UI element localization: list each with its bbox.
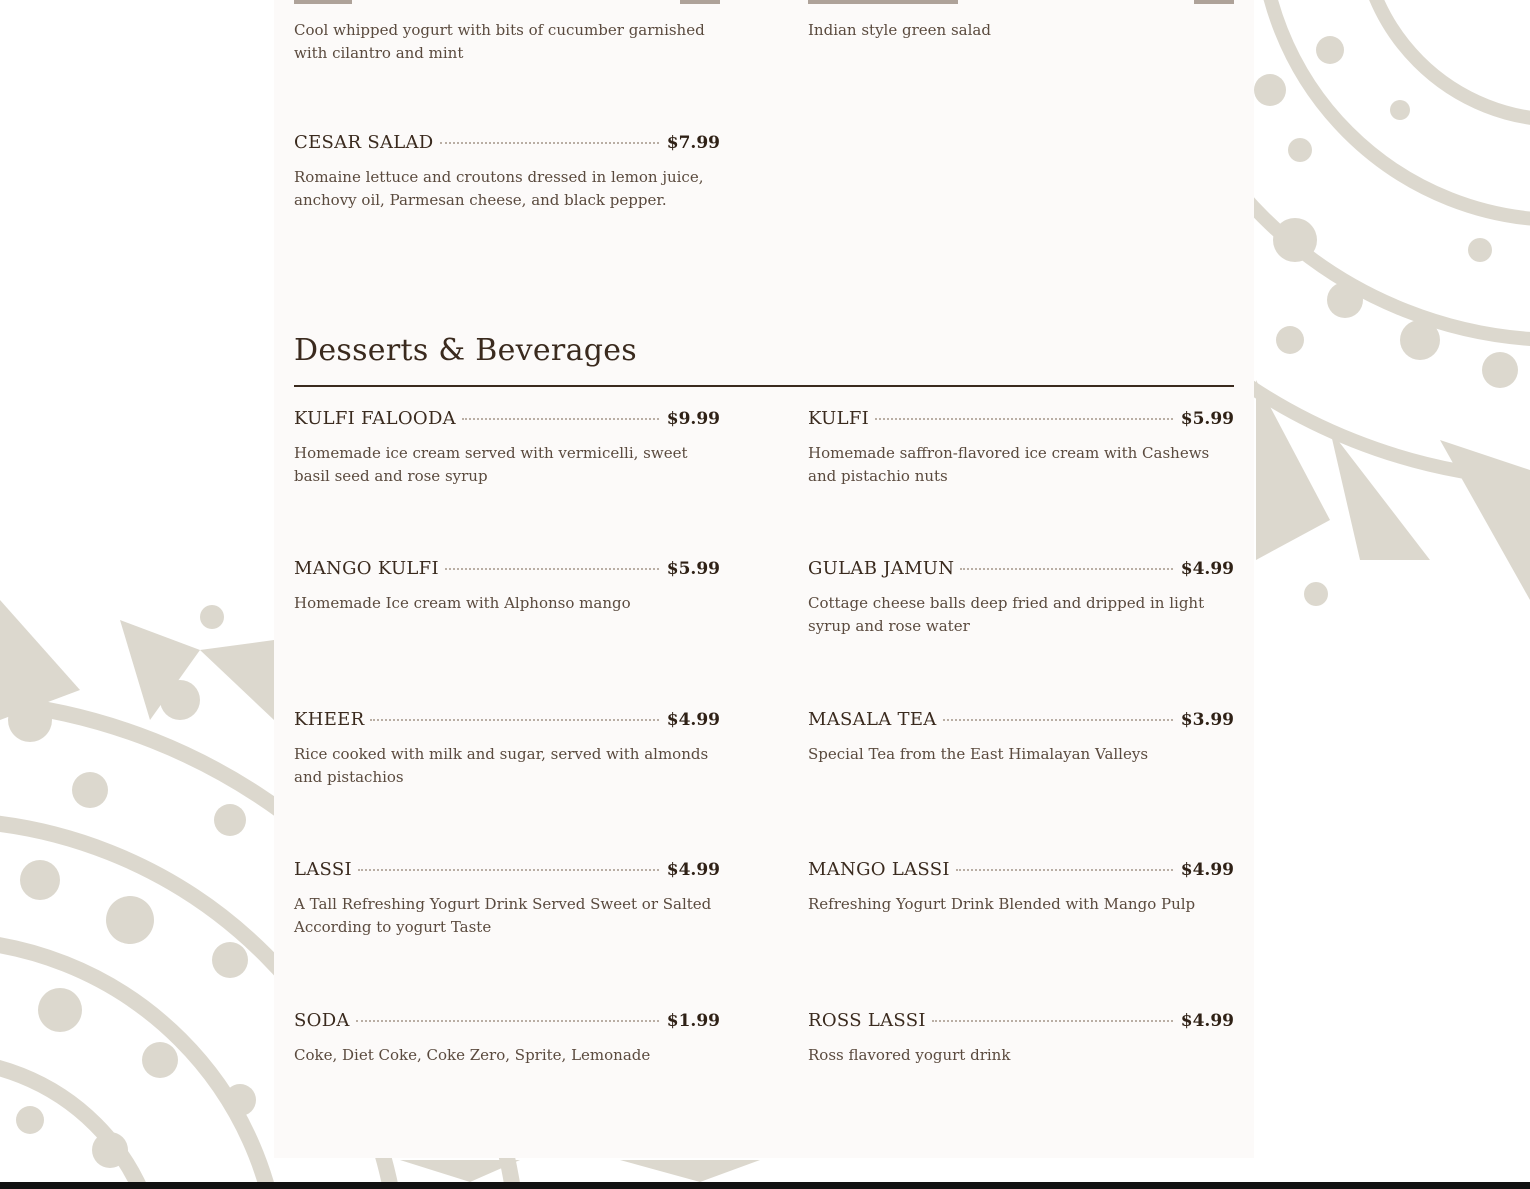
menu-item-partial-right [808,19,1234,42]
item-description: A Tall Refreshing Yogurt Drink Served Sweet or Salted According to yogurt Taste [294,895,712,936]
item-description: Ross flavored yogurt drink [808,1046,1011,1064]
menu-item [294,408,720,488]
item-description: Special Tea from the East Himalayan Valleys [808,745,1149,763]
item-name: LASSI [294,859,352,880]
menu-item [294,1010,720,1067]
menu-item [808,1010,1234,1067]
dot-leader [462,417,659,420]
top-right-item-head-cut [808,0,1234,6]
section-divider [294,385,1234,387]
item-price: $3.99 [1180,710,1234,730]
dot-leader [440,141,659,144]
menu-item [294,132,720,212]
item-name: ROSS LASSI [808,1010,926,1031]
item-description: Homemade saffron-flavored ice cream with Cashews and pistachio nuts [808,444,1210,485]
item-description: Rice cooked with milk and sugar, served with almonds and pistachios [294,745,709,786]
item-price: $4.99 [1180,559,1234,579]
item-header [294,132,720,156]
menu-item [294,709,720,789]
item-price: $9.99 [666,409,720,429]
item-description: Indian style green salad [808,21,991,39]
menu-item [808,408,1234,488]
item-name: GULAB JAMUN [808,558,955,579]
cut-text-fragment [808,0,958,4]
item-price: $5.99 [1180,409,1234,429]
item-price: $7.99 [666,133,720,153]
footer-bar [0,1182,1530,1189]
item-price: $5.99 [666,559,720,579]
item-name: MASALA TEA [808,709,937,730]
menu-item [294,859,720,939]
item-description: Romaine lettuce and croutons dressed in lemon juice, anchovy oil, Parmesan cheese, and black pepper. [294,168,704,209]
dot-leader [960,567,1172,570]
item-name: SODA [294,1010,350,1031]
item-price: $4.99 [666,710,720,730]
item-price: $4.99 [1180,1011,1234,1031]
dot-leader [370,718,658,721]
dot-leader [875,417,1173,420]
cut-text-fragment [294,0,352,4]
item-description: Coke, Diet Coke, Coke Zero, Sprite, Lemonade [294,1046,651,1064]
menu-item [294,558,720,615]
menu-item-partial-left [294,19,720,65]
cut-price-fragment [680,0,720,4]
top-left-item-head-cut [294,0,720,6]
dot-leader [943,718,1173,721]
item-description: Cool whipped yogurt with bits of cucumber garnished with cilantro and mint [294,21,705,62]
item-name: MANGO KULFI [294,558,439,579]
menu-item [808,558,1234,638]
item-description: Refreshing Yogurt Drink Blended with Mango Pulp [808,895,1196,913]
dot-leader [956,868,1173,871]
item-name: CESAR SALAD [294,132,434,153]
item-name: KHEER [294,709,365,730]
item-description: Homemade ice cream served with vermicelli, sweet basil seed and rose syrup [294,444,688,485]
item-description: Homemade Ice cream with Alphonso mango [294,594,631,612]
menu-item [808,709,1234,766]
item-price: $4.99 [1180,860,1234,880]
dot-leader [356,1019,659,1022]
cut-price-fragment [1194,0,1234,4]
item-name: KULFI FALOODA [294,408,456,429]
dot-leader [445,567,659,570]
menu-item [808,859,1234,916]
item-name: KULFI [808,408,870,429]
item-description: Cottage cheese balls deep fried and dripped in light syrup and rose water [808,594,1205,635]
item-name: MANGO LASSI [808,859,950,880]
item-price: $1.99 [666,1011,720,1031]
section-title: Desserts & Beverages [294,333,638,368]
dot-leader [932,1019,1173,1022]
item-price: $4.99 [666,860,720,880]
dot-leader [358,868,659,871]
